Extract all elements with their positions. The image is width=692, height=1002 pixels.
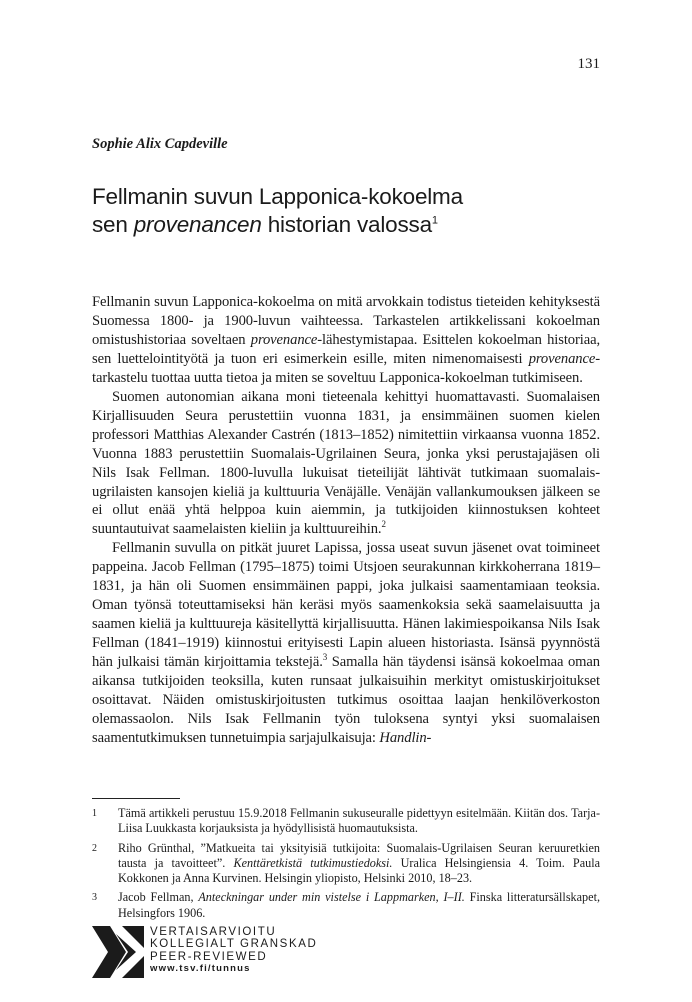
text-run: Tämä artikkeli perustuu 15.9.2018 Fellmanin sukuseuralle pidettyyn esitelmään. Kiitän dos. Tarja-Liisa Luukkasta korjauksista ja hyödyllisistä huomautuksista. [118, 806, 600, 836]
footnote-number: 2 [92, 842, 97, 854]
footnote-item [92, 806, 600, 837]
body-paragraph [92, 539, 600, 747]
title-text: historian valossa [261, 212, 432, 237]
footnote-divider [92, 798, 180, 799]
text-run: Fellmanin suvun Lapponica-kokoelma on mitä arvokkain todistus tieteiden kehityksestä Suomessa 1800- ja 1900-luvun vaihteessa. Tarkastelen artikkelissani kokoelman omistushistoriaa soveltaen [92, 294, 600, 348]
footnote-item [92, 890, 600, 921]
title-footnote-ref[interactable]: 1 [431, 214, 438, 227]
article-title [92, 183, 612, 239]
footnote-ref[interactable]: 3 [322, 652, 328, 663]
italic-text: provenance [250, 331, 318, 348]
footnote-text [118, 890, 600, 921]
footnote-item [92, 841, 600, 887]
text-run: Jacob Fellman, [118, 890, 199, 905]
italic-text: Kenttäretkistä tutkimustiedoksi. [233, 855, 393, 870]
author-name: Sophie Alix Capdeville [92, 136, 228, 152]
text-run: -tarkastelu tuottaa uutta tietoa ja miten se soveltuu Lapponica-kokoelman tutkimiseen. [92, 350, 600, 386]
title-line-1: Fellmanin suvun Lapponica-kokoelma [92, 184, 463, 209]
italic-text: Handlin- [379, 729, 432, 746]
title-italic-word: provenancen [133, 212, 262, 237]
badge-line-sv: KOLLEGIALT GRANSKAD [150, 938, 318, 951]
footnote-number: 1 [92, 808, 97, 819]
badge-url-link[interactable]: www.tsv.fi/tunnus [150, 962, 251, 974]
italic-text: provenance [528, 350, 596, 367]
page-number: 131 [577, 56, 600, 72]
text-run: Uralica Helsingiensia 4. Toim. Paula Kokkonen ja Anna Kurvinen. Helsingin yliopisto, Helsinki 2010, 18–23. [118, 855, 600, 886]
body-paragraph [92, 293, 600, 388]
footnote-number: 3 [92, 892, 97, 904]
footnote-text [118, 841, 600, 887]
footnote-text [118, 806, 600, 837]
text-run: Samalla hän täydensi isänsä kokoelmaa oman aikansa tutkijoiden teoksilla, kuten runsaat julkaisuihin merkityt omistuskirjoitukset osoittavat. Näiden omistuskirjoitusten tutkimus osoittaa laajan henkilöverkoston olemassaolon. Nils Isak Fellmanin työn tuloksena syntyi yksi suomalaisen saamentutkimuksen tunnetuimpia sarjajulkaisuja: [92, 654, 600, 746]
article-body [92, 293, 600, 748]
peer-review-logo-icon [92, 926, 144, 978]
text-run: Suomen autonomian aikana moni tieteenala kehittyi huomattavasti. Suomalaisen Kirjallisuuden Seura perustettiin vuonna 1831, ja ensimmäinen suomen kielen professori Matthias Alexander Castrén (1813–1852) nimitettiin virkaansa vuonna 1852. Vuonna 1883 perustettiin Suomalais-Ugrilainen Seura, jonka yksi perustajajäsen oli Nils Isak Fellman. 1800-luvulla lukuisat tieteilijät lähtivät tutkimaan suomalais-ugrilaisten kansojen kieliä ja kulttuuria Venäjälle. Venäjän vallankumouksen jälkeen se ei ollut enää yhtä helppoa kuin aiemmin, ja tutkijoiden kiinnostuksen kohteet suuntautuivat saamelaisten kieliin ja kulttuureihin. [92, 388, 600, 538]
badge-line-fi: VERTAISARVIOITU [150, 926, 277, 938]
text-run: Fellmanin suvulla on pitkät juuret Lapissa, jossa useat suvun jäsenet ovat toimineet pappeina. Jacob Fellman (1795–1875) toimi Utsjoen seurakunnan kirkkoherrana 1819–1831, ja hän oli Suomen ensimmäinen pappi, joka julkaisi saamentamiaan teoksia. Oman työnsä toteuttamiseksi hän keräsi myös saamenkoksia sekä saamelaisuutta ja saamen kieliä ja kulttuureja käsitellyttä kirjallisuutta. Hänen lakimiespoikansa Nils Isak Fellman (1841–1919) kiinnostui erityisesti Lapin alueen historiasta. Isänsä pyynnöstä hän julkaisi tämän kirjoittamia tekstejä. [92, 540, 600, 671]
text-run: Riho Grünthal, ”Matkueita tai yksityisiä tutkijoita: Suomalais-Ugrilaisen Seuran keruuretkien tausta ja tavoitteet”. [118, 840, 600, 870]
footnotes [92, 806, 600, 925]
italic-text: Anteckningar under min vistelse i Lappmarken, I–II. [198, 890, 465, 905]
text-run: Finska litteratursällskapet, Helsingfors 1906. [118, 890, 600, 920]
footnote-ref[interactable]: 2 [381, 519, 386, 530]
title-text: sen [92, 212, 134, 237]
badge-line-en: PEER-REVIEWED [150, 950, 268, 963]
text-run: -lähestymistapaa. Esittelen kokoelman historiaa, sen luettelointityötä ja tuon eri esimerkein esille, miten nimenomaisesti [92, 331, 601, 367]
title-line-2 [92, 211, 612, 239]
badge-text [150, 926, 317, 975]
peer-review-badge [92, 926, 317, 978]
body-paragraph [92, 388, 600, 540]
